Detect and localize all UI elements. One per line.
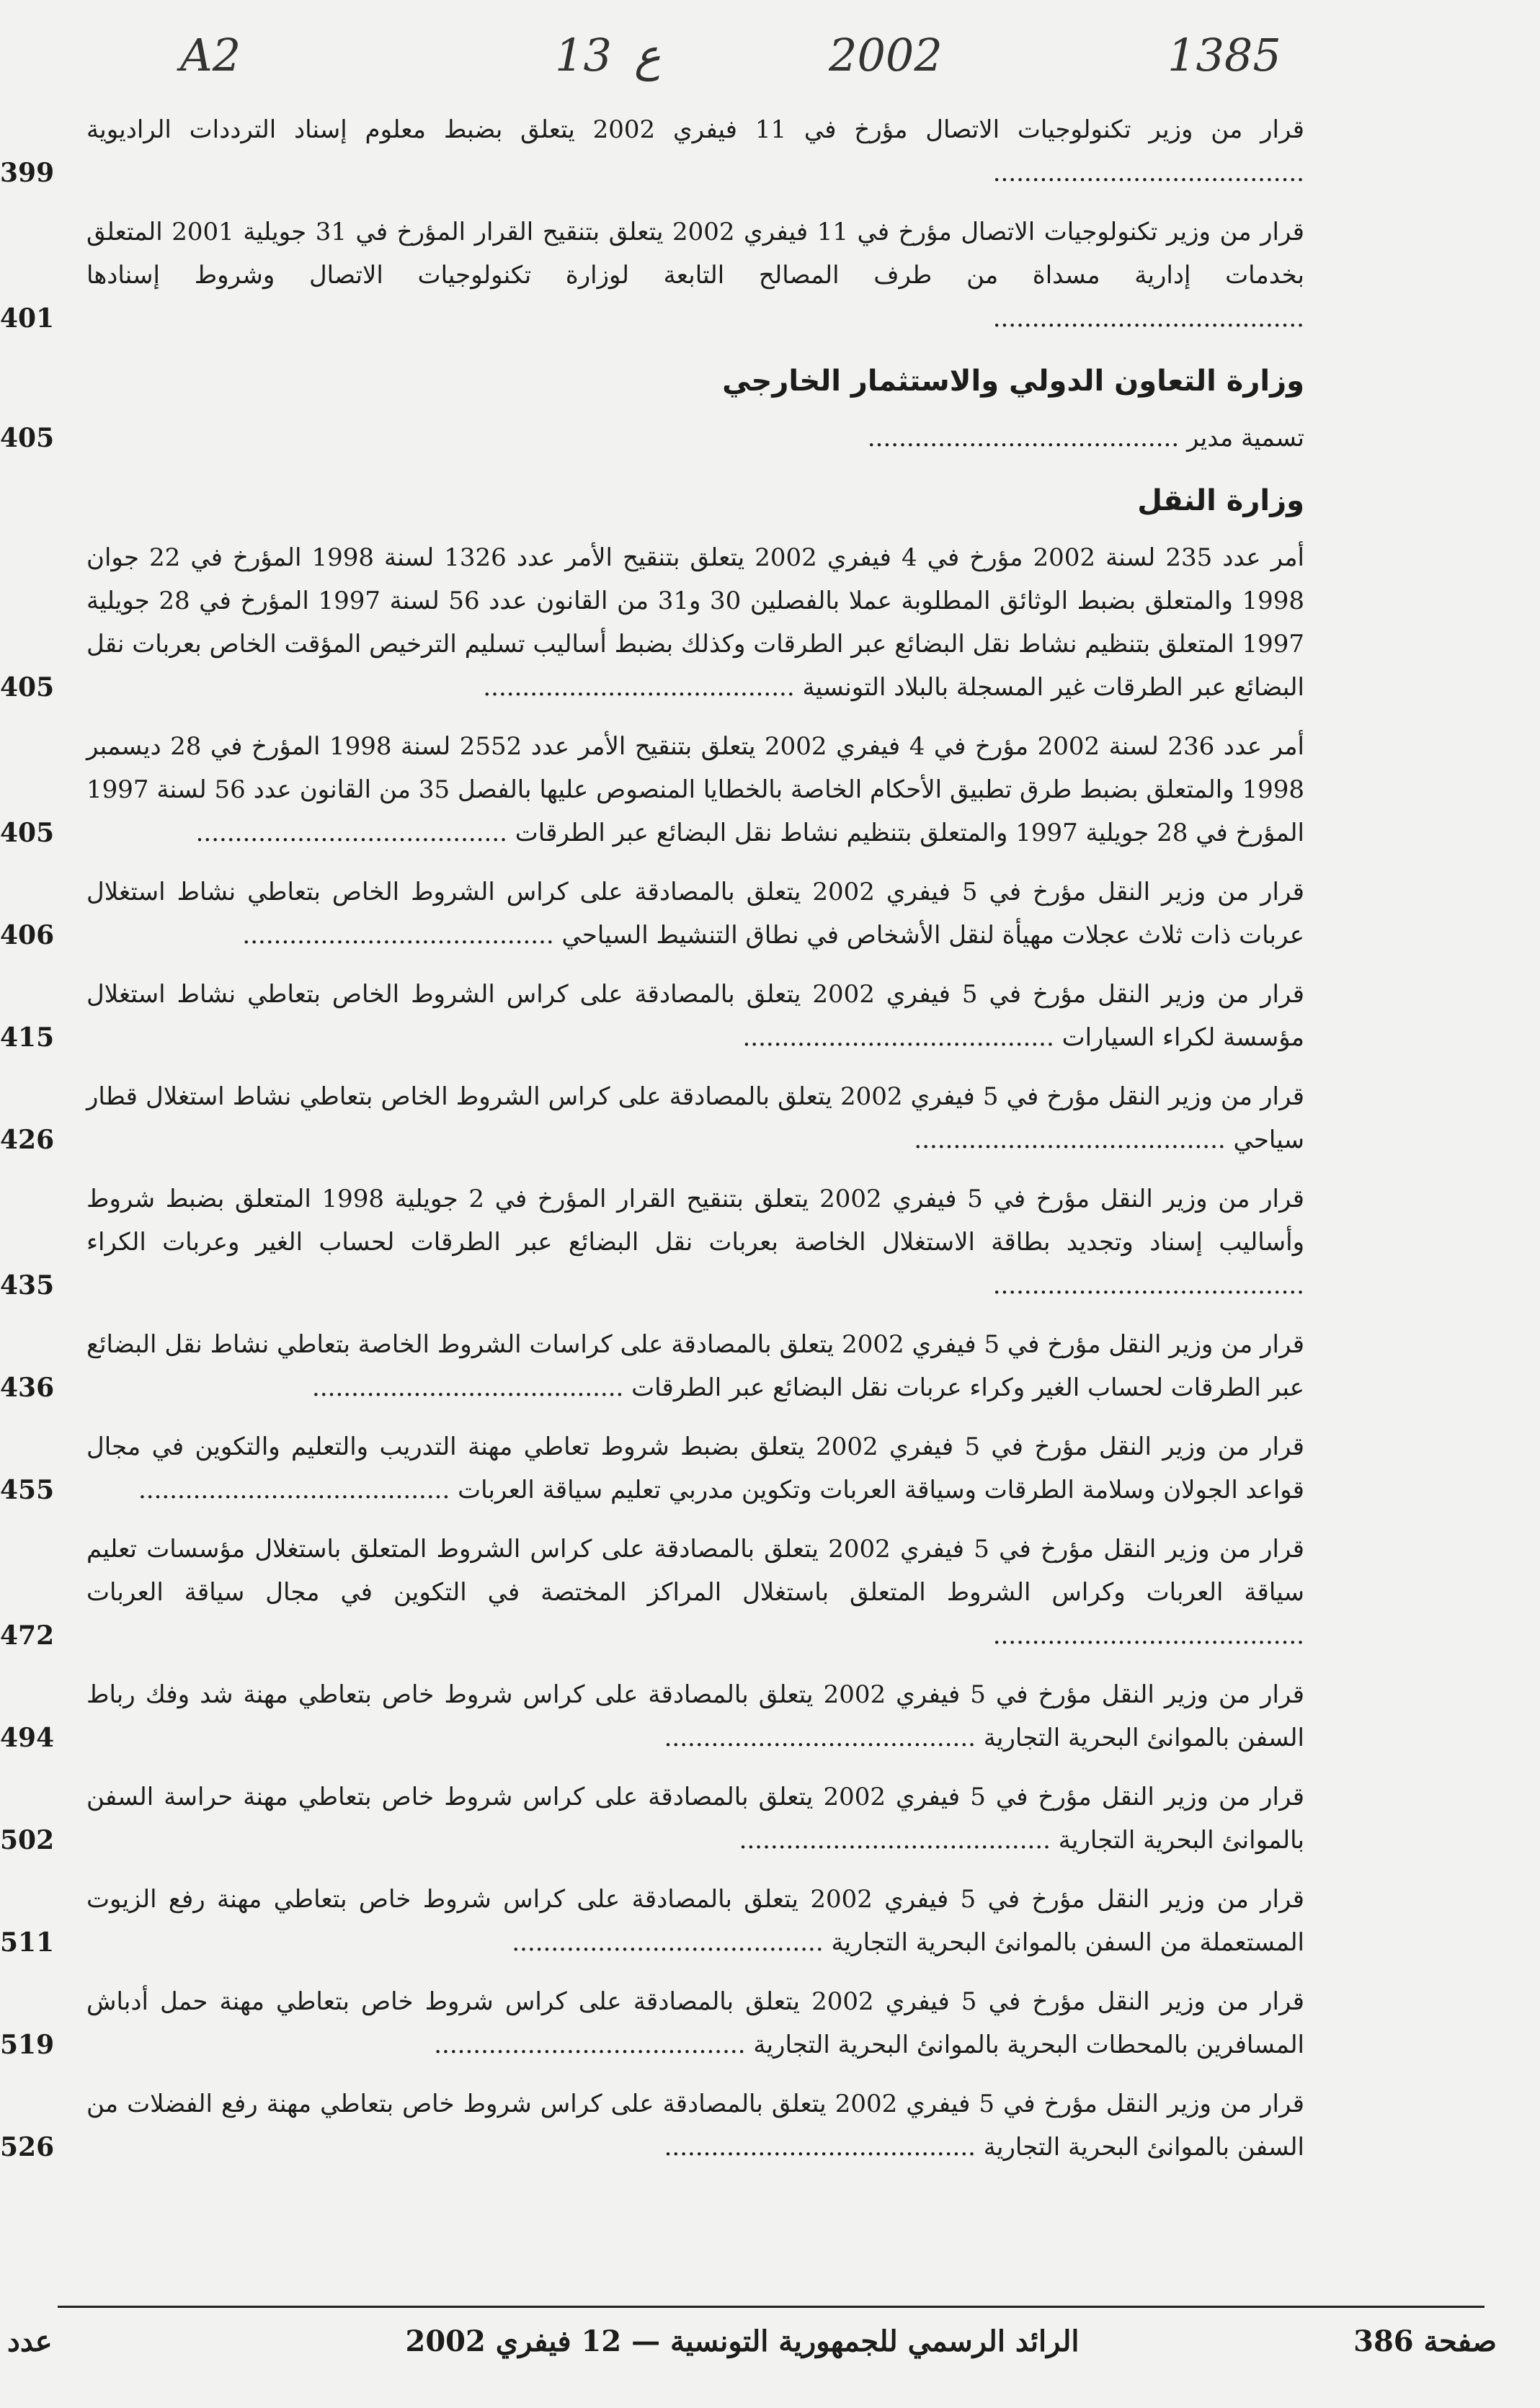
page-footer xyxy=(0,2313,1540,2371)
list-item xyxy=(0,1075,1304,1161)
entry-page-number: 511 xyxy=(0,1927,55,1958)
list-item xyxy=(0,1323,1305,1409)
handwritten-note: 13 xyxy=(555,29,612,81)
dot-leader: ........................................ xyxy=(992,1621,1304,1650)
entry-page-number: 401 xyxy=(0,303,55,334)
handwritten-note: ع xyxy=(634,29,661,81)
dot-leader: ........................................ xyxy=(512,1928,832,1957)
list-item xyxy=(0,1673,1304,1760)
handwritten-note: 1385 xyxy=(1167,29,1281,81)
dot-leader: ........................................ xyxy=(483,673,803,702)
list-item xyxy=(0,1980,1304,2066)
dot-leader: ........................................ xyxy=(914,1125,1234,1154)
list-item xyxy=(0,973,1304,1059)
entry-page-number: 426 xyxy=(0,1125,55,1155)
footer-divider xyxy=(58,2306,1485,2308)
entry-page-number: 502 xyxy=(0,1825,55,1855)
entry-title: قرار من وزير النقل مؤرخ في 5 فيفري 2002 يتعلق بالمصادقة على كراس شروط خاص بتعاطي مهنة شد وفك رباط السفن بالموانئ البحرية التجارية xyxy=(86,1680,1304,1752)
entry-title: قرار من وزير النقل مؤرخ في 5 فيفري 2002 يتعلق بالمصادقة على كراسات الشروط الخاصة بتعاطي نشاط نقل البضائع عبر الطرقات لحساب الغير وكراء عربات نقل البضائع عبر الطرقات xyxy=(86,1330,1305,1402)
footer-edge-text: عدد xyxy=(7,2324,53,2358)
entry-title: أمر عدد 235 لسنة 2002 مؤرخ في 4 فيفري 2002 يتعلق بتنقيح الأمر عدد 1326 لسنة 1998 المؤرخ في 22 جوان 1998 والمتعلق بضبط الوثائق المطلوبة عملا بالفصلين 30 و31 من القانون عدد 56 لسنة 1997 المؤرخ في 28 جويلية 1997 المتعلق بتنظيم نشاط نقل البضائع عبر الطرقات وكذلك بضبط أساليب تسليم الترخيص المؤقت الخاص بعربات نقل البضائع عبر الطرقات غير المسجلة بالبلاد التونسية xyxy=(86,543,1305,702)
entry-title: قرار من وزير النقل مؤرخ في 5 فيفري 2002 يتعلق بالمصادقة على كراس شروط خاص بتعاطي مهنة رفع الفضلات من السفن بالموانئ البحرية التجارية xyxy=(86,2090,1304,2162)
entry-page-number: 399 xyxy=(0,158,55,188)
list-item xyxy=(0,1177,1305,1307)
entry-title: قرار من وزير النقل مؤرخ في 5 فيفري 2002 يتعلق بالمصادقة على كراس شروط خاص بتعاطي مهنة حمل أدباش المسافرين بالمحطات البحرية بالموانئ البحرية التجارية xyxy=(86,1987,1304,2059)
entry-page-number: 519 xyxy=(0,2030,55,2060)
dot-leader: ........................................ xyxy=(312,1373,632,1402)
entry-page-number: 526 xyxy=(0,2132,55,2162)
entry-title: قرار من وزير النقل مؤرخ في 5 فيفري 2002 يتعلق بالمصادقة على كراس الشروط المتعلق باستغلال مؤسسات تعليم سياقة العربات وكراس الشروط المتعلق باستغلال المراكز المختصة في التكوين في مجال سياقة العربات xyxy=(86,1535,1305,1607)
list-item xyxy=(0,108,1304,195)
list-item xyxy=(0,1528,1305,1657)
dot-leader: ........................................ xyxy=(664,2133,984,2162)
handwritten-note: A2 xyxy=(180,29,241,81)
entry-page-number: 472 xyxy=(0,1620,55,1651)
dot-leader: ........................................ xyxy=(434,2030,754,2059)
list-item xyxy=(0,870,1304,957)
footer-title: الرائد الرسمي للجمهورية التونسية — 12 فيفري 2002 xyxy=(405,2324,1080,2358)
entry-page-number: 406 xyxy=(0,920,55,950)
entry-title: قرار من وزير النقل مؤرخ في 5 فيفري 2002 يتعلق بالمصادقة على كراس شروط خاص بتعاطي مهنة حراسة السفن بالموانئ البحرية التجارية xyxy=(86,1783,1304,1855)
handwritten-note: 2002 xyxy=(829,29,943,81)
entry-page-number: 405 xyxy=(0,672,55,703)
dot-leader: ........................................ xyxy=(867,424,1187,452)
footer-page-number: صفحة 386 xyxy=(1353,2324,1497,2358)
entry-title: قرار من وزير النقل مؤرخ في 5 فيفري 2002 يتعلق بالمصادقة على كراس الشروط الخاص بتعاطي نشاط استغلال عربات ذات ثلاث عجلات مهيأة لنقل الأشخاص في نطاق التنشيط السياحي xyxy=(86,878,1304,950)
dot-leader: ........................................ xyxy=(195,819,515,847)
dot-leader: ........................................ xyxy=(739,1826,1059,1855)
entry-page-number: 405 xyxy=(0,423,55,453)
entry-title: قرار من وزير تكنولوجيات الاتصال مؤرخ في 11 فيفري 2002 يتعلق بضبط معلوم إسناد الترددات الراديوية xyxy=(86,115,1304,144)
list-item xyxy=(0,2082,1304,2169)
entry-page-number: 435 xyxy=(0,1270,55,1301)
entry-page-number: 494 xyxy=(0,1723,55,1753)
entry-page-number: 405 xyxy=(0,818,55,848)
table-of-contents xyxy=(0,108,1305,2185)
entry-page-number: 415 xyxy=(0,1022,55,1053)
list-item xyxy=(0,725,1305,855)
entry-page-number: 455 xyxy=(0,1475,55,1505)
list-item xyxy=(0,1425,1305,1512)
entry-title: تسمية مدير xyxy=(1186,424,1304,452)
dot-leader: ........................................ xyxy=(242,921,562,950)
list-item xyxy=(0,416,1304,460)
list-item xyxy=(0,1878,1304,1964)
entry-page-number: 436 xyxy=(0,1373,55,1403)
dot-leader: ........................................ xyxy=(992,304,1304,333)
entry-title: قرار من وزير النقل مؤرخ في 5 فيفري 2002 يتعلق بالمصادقة على كراس شروط خاص بتعاطي مهنة رفع الزيوت المستعملة من السفن بالموانئ البحرية التجارية xyxy=(86,1885,1304,1957)
dot-leader: ........................................ xyxy=(664,1723,984,1752)
section-heading: وزارة التعاون الدولي والاستثمار الخارجي xyxy=(722,365,1304,398)
list-item xyxy=(0,1775,1304,1862)
handwritten-annotations xyxy=(0,22,1540,101)
dot-leader: ........................................ xyxy=(992,1271,1304,1300)
dot-leader: ........................................ xyxy=(992,159,1304,187)
entry-title: قرار من وزير تكنولوجيات الاتصال مؤرخ في 11 فيفري 2002 يتعلق بتنقيح القرار المؤرخ في 31 جويلية 2001 المتعلق بخدمات إدارية مسداة من طرف المصالح التابعة لوزارة تكنولوجيات الاتصال وشروط إسنادها xyxy=(86,218,1305,290)
dot-leader: ........................................ xyxy=(742,1023,1062,1052)
list-item xyxy=(0,210,1305,340)
list-item xyxy=(0,536,1305,709)
section-heading: وزارة النقل xyxy=(1137,484,1304,517)
dot-leader: ........................................ xyxy=(138,1476,458,1504)
entry-title: قرار من وزير النقل مؤرخ في 5 فيفري 2002 يتعلق بالمصادقة على كراس الشروط الخاص بتعاطي نشاط استغلال قطار سياحي xyxy=(86,1082,1304,1154)
entry-title: أمر عدد 236 لسنة 2002 مؤرخ في 4 فيفري 2002 يتعلق بتنقيح الأمر عدد 2552 لسنة 1998 المؤرخ في 28 ديسمبر 1998 والمتعلق بضبط طرق تطبيق الأحكام الخاصة بالخطايا المنصوص عليها بالفصل 35 من القانون عدد 56 لسنة 1997 المؤرخ في 28 جويلية 1997 والمتعلق بتنظيم نشاط نقل البضائع عبر الطرقات xyxy=(86,732,1305,847)
entry-title: قرار من وزير النقل مؤرخ في 5 فيفري 2002 يتعلق بضبط شروط تعاطي مهنة التدريب والتعليم والتكوين في مجال قواعد الجولان وسلامة الطرقات وسياقة العربات وتكوين مدربي تعليم سياقة العربات xyxy=(86,1432,1305,1504)
entry-title: قرار من وزير النقل مؤرخ في 5 فيفري 2002 يتعلق بتنقيح القرار المؤرخ في 2 جويلية 1998 المتعلق بضبط شروط وأساليب إسناد وتجديد بطاقة الاستغلال الخاصة بعربات نقل البضائع عبر الطرقات لحساب الغير وعربات الكراء xyxy=(86,1185,1305,1257)
entry-title: قرار من وزير النقل مؤرخ في 5 فيفري 2002 يتعلق بالمصادقة على كراس الشروط الخاص بتعاطي نشاط استغلال مؤسسة لكراء السيارات xyxy=(86,980,1304,1052)
